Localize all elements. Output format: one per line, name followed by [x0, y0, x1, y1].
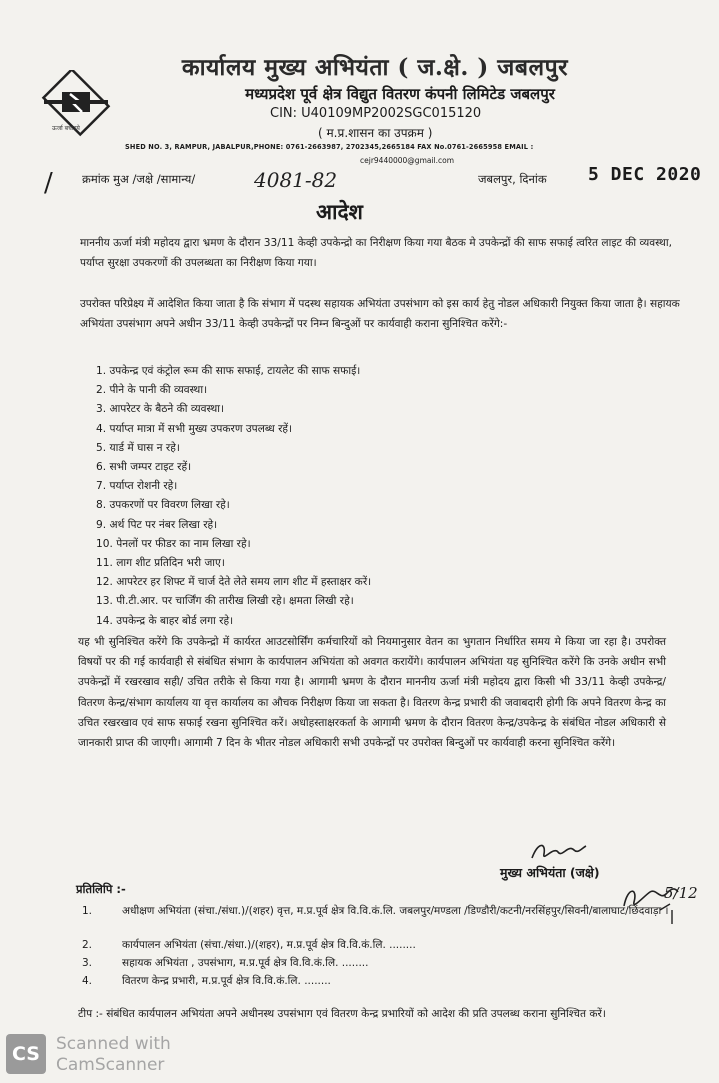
watermark-line1: Scanned with — [56, 1034, 171, 1054]
copy-to-label: प्रतिलिपि :- — [76, 882, 126, 896]
copy-text: कार्यपालन अभियंता (संचा./संधा.)/(शहर), म.प्र.पूर्व क्षेत्र वि.वि.कं.लि. ........ — [122, 939, 416, 951]
list-item: 5. यार्ड में घास न रहे। — [96, 441, 180, 454]
camscanner-logo-icon: CS — [6, 1034, 46, 1074]
watermark-line2: CamScanner — [56, 1055, 165, 1075]
office-address: SHED NO. 3, RAMPUR, JABALPUR,PHONE: 0761-2663987, 2702345,2665184 FAX No.0761-2665958 EMAIL : — [125, 143, 534, 151]
list-item: 7. पर्याप्त रोशनी रहे। — [96, 480, 178, 493]
copy-number: 2. — [82, 939, 93, 951]
action-points-list — [96, 362, 371, 631]
company-name: मध्यप्रदेश पूर्व क्षेत्र विद्युत वितरण कंपनी लिमिटेड जबलपुर — [245, 85, 555, 103]
list-item: 8. उपकरणों पर विवरण लिखा रहे। — [96, 499, 230, 512]
margin-mark: / — [44, 168, 53, 198]
copy-number: 4. — [82, 975, 93, 987]
copy-text: सहायक अभियंता , उपसंभाग, म.प्र.पूर्व क्षेत्र वि.वि.कं.लि. ........ — [122, 957, 369, 969]
copy-number: 3. — [82, 957, 93, 969]
paragraph-instructions: यह भी सुनिश्चित करेंगे कि उपकेन्द्रो में कार्यरत आउटसोर्सिंग कर्मचारियों को नियमानुसार वेतन का भुगतान निर्धारित समय मे किया जा रहा है। उपरोक्त विषयों पर की गई कार्यवाही से संबंधित संभाग के कार्यपालन अभियंता को अवगत करायेंगे। कार्यपालन अभियंता यह सुनिश्चित करेंगे कि उनके अधीन सभी उपकेन्द्रों में रखरखाव सही/ उचित तरीके से किया गया है। आगामी भ्रमण के दौरान माननीय ऊर्जा मंत्री महोदय द्वारा किसी भी 33/11 केव्ही उपकेन्द्र/वितरण केन्द्र/संभाग कार्यालय या वृत्त कार्यालय का औचक निरीक्षण किया जा सकता है। वितरण केन्द्र प्रभारी की जवाबदारी होगी कि अपने वितरण केन्द्र का उचित रखरखाव एवं साफ सफाई रखना सुनिश्चित करें। अधोहस्ताक्षरकर्ता के आगामी भ्रमण के दौरान वितरण केन्द्र/उपकेन्द्र के संबंधित नोडल अधिकारी से जानकारी प्राप्त की जाएगी। आगामी 7 दिन के भीतर नोडल अधिकारी सभी उपकेन्द्रों पर उपरोक्त बिन्दुओं पर कार्यवाही करना सुनिश्चित करेंगे। — [78, 636, 666, 750]
signature-icon — [528, 840, 588, 864]
order-date-stamp: 5 DEC 2020 — [588, 164, 702, 185]
list-item: 12. आपरेटर हर शिफ्ट में चार्ज देते लेते समय लाग शीट में हस्ताक्षर करें। — [96, 576, 372, 589]
reference-label: क्रमांक मुअ /जक्षे /सामान्य/ — [82, 172, 196, 186]
order-heading: आदेश — [316, 200, 363, 224]
undertaking-label: ( म.प्र.शासन का उपक्रम ) — [318, 126, 433, 140]
paragraph-nodal-officer: उपरोक्त परिप्रेक्ष्य में आदेशित किया जाता है कि संभाग में पदस्थ सहायक अभियंता उपसंभाग को इस कार्य हेतु नोडल अधिकारी नियुक्त किया जाता है। सहायक अभियंता उपसंभाग अपने अधीन 33/11 केव्ही उपकेन्द्रों पर निम्न बिन्दुओं पर कार्यवाही कराना सुनिश्चित करेंगे:- — [80, 298, 680, 330]
list-item: 4. पर्याप्त मात्रा में सभी मुख्य उपकरण उपलब्ध रहें। — [96, 422, 293, 435]
list-item: 1. उपकेन्द्र एवं कंट्रोल रूम की साफ सफाई, टायलेट की साफ सफाई। — [96, 365, 361, 377]
list-item: 6. सभी जम्पर टाइट रहें। — [96, 461, 192, 474]
list-item: 10. पेनलों पर फीडर का नाम लिखा रहे। — [96, 537, 251, 550]
logo-caption: ऊर्जा बचाइये — [52, 125, 80, 132]
signatory-title: मुख्य अभियंता (जक्षे) — [500, 865, 600, 880]
reference-number: 4081-82 — [254, 168, 338, 192]
handwritten-note: 5/12 — [664, 884, 698, 902]
list-item: 13. पी.टी.आर. पर चार्जिंग की तारीख लिखी रहे। क्षमता लिखी रहे। — [96, 595, 354, 608]
office-email: cejr9440000@gmail.com — [360, 156, 455, 165]
cin-number: CIN: U40109MP2002SGC015120 — [270, 106, 482, 121]
list-item: 14. उपकेन्द्र के बाहर बोर्ड लगा रहे। — [96, 614, 234, 627]
paragraph-inspection: माननीय ऊर्जा मंत्री महोदय द्वारा भ्रमण के दौरान 33/11 केव्ही उपकेन्द्रो का निरीक्षण किया गया बैठक मे उपकेन्द्रों की साफ सफाई त्वरित लाइट की व्यवस्था, पर्याप्त सुरक्षा उपकरणों की उपलब्धता का निरीक्षण किया गया। — [80, 237, 672, 269]
list-item: 11. लाग शीट प्रतिदिन भरी जाए। — [96, 557, 225, 570]
list-item: 9. अर्थ पिट पर नंबर लिखा रहे। — [96, 518, 218, 531]
place-date-label: जबलपुर, दिनांक — [478, 172, 547, 186]
copy-text: अधीक्षण अभियंता (संचा./संधा.)/(शहर) वृत्त, म.प्र.पूर्व क्षेत्र वि.वि.कं.लि. जबलपुर/मण्डला /डिण्डौरी/कटनी/नरसिंहपुर/सिवनी/बालाघाट/छिंदवाड़ा । — [122, 905, 669, 917]
copy-text: वितरण केन्द्र प्रभारी, म.प्र.पूर्व क्षेत्र वि.वि.कं.लि. ........ — [122, 975, 331, 987]
list-item: 2. पीने के पानी की व्यवस्था। — [96, 384, 208, 397]
note-paragraph: टीप :- संबंधित कार्यपालन अभियंता अपने अधीनस्थ उपसंभाग एवं वितरण केन्द्र प्रभारियों को आदेश की प्रति उपलब्ध कराना सुनिश्चित करें। — [78, 1008, 606, 1020]
copy-number: 1. — [82, 905, 93, 917]
office-title: कार्यालय मुख्य अभियंता ( ज.क्षे. ) जबलपुर — [181, 54, 569, 81]
list-item: 3. आपरेटर के बैठने की व्यवस्था। — [96, 403, 224, 416]
